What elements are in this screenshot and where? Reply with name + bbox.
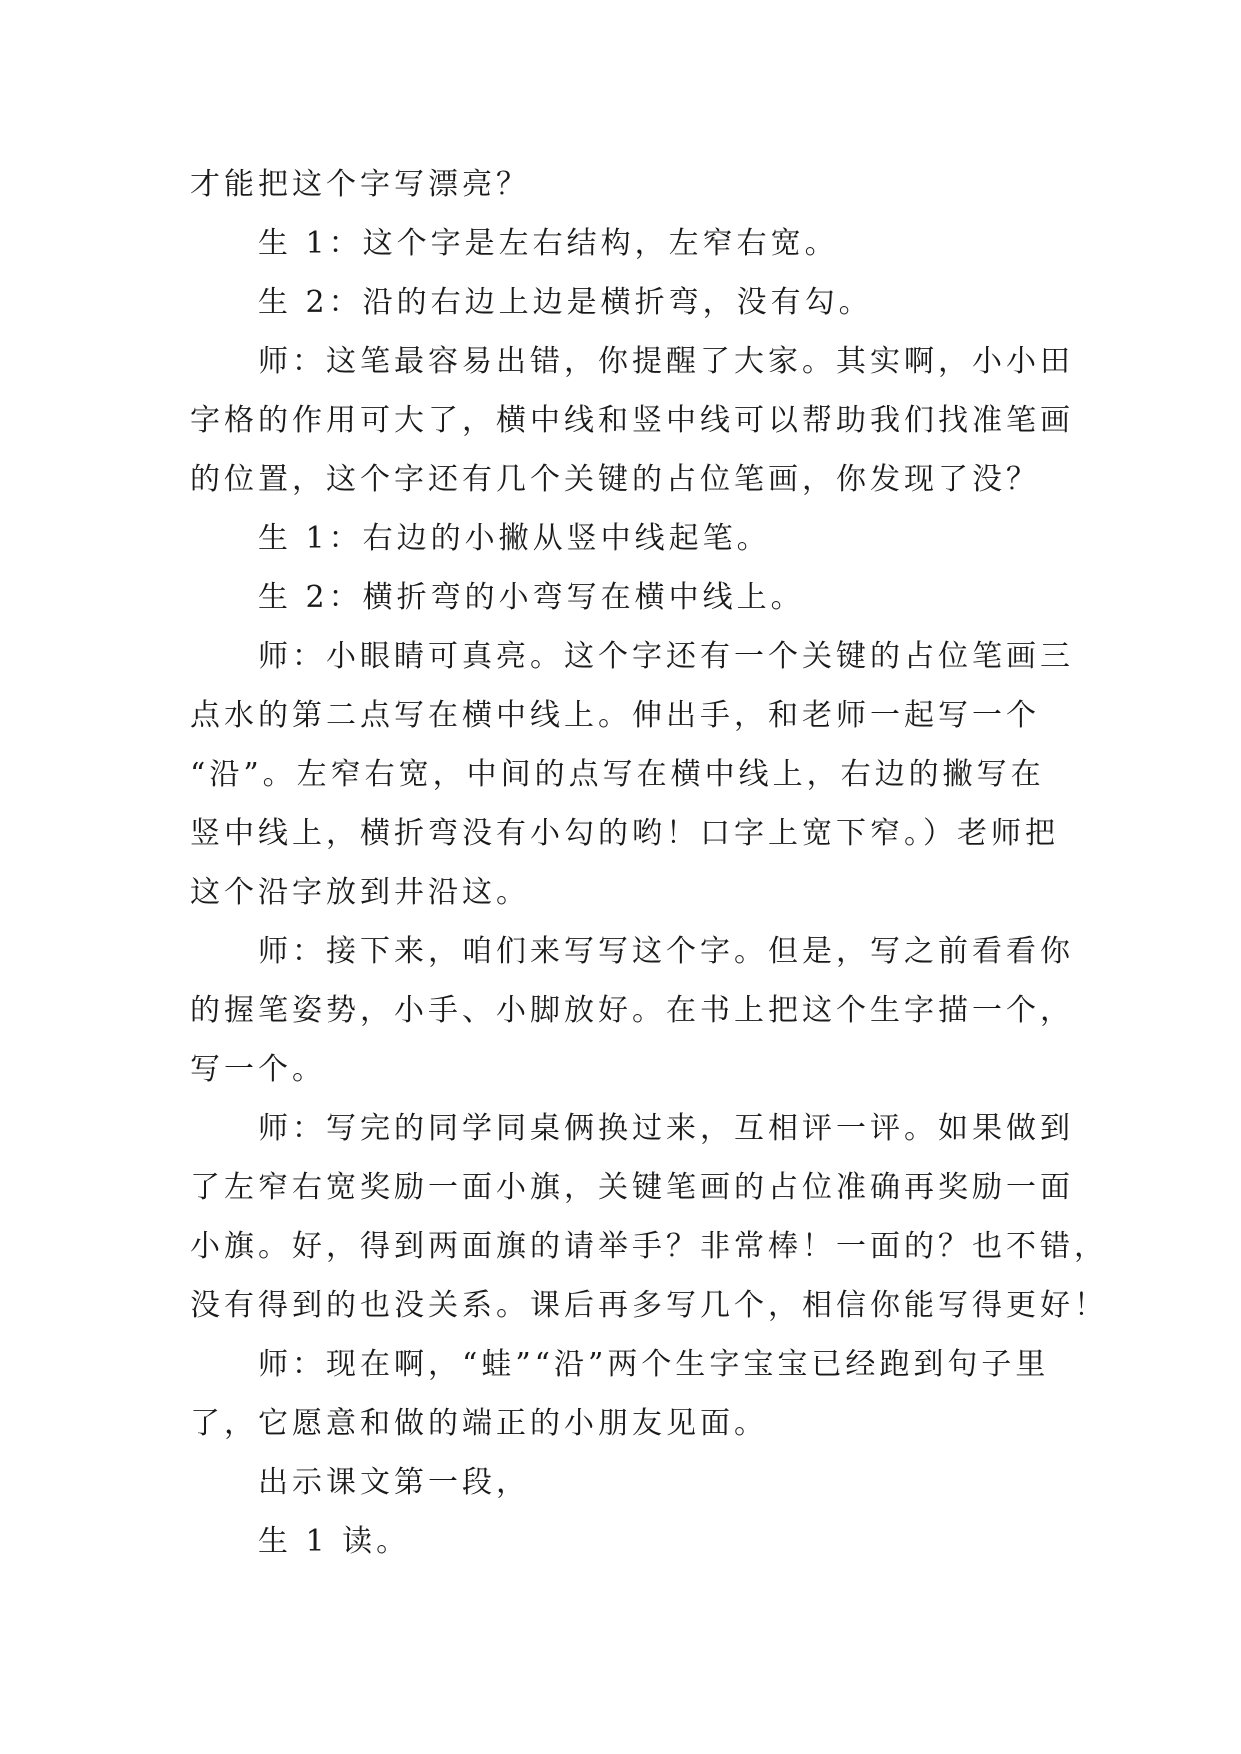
text-line: 了，它愿意和做的端正的小朋友见面。: [190, 1406, 768, 1441]
text-line: 出示课文第一段，: [258, 1465, 530, 1500]
text-line: 没有得到的也没关系。课后再多写几个，相信你能写得更好！: [190, 1288, 1108, 1323]
text-line: 师：这笔最容易出错，你提醒了大家。其实啊，小小田: [258, 344, 1074, 379]
text-line: 这个沿字放到井沿这。: [190, 875, 530, 910]
text-line: 师：接下来，咱们来写写这个字。但是，写之前看看你: [258, 934, 1074, 969]
text-line: “沿”。左窄右宽，中间的点写在横中线上，右边的撇写在: [190, 757, 1045, 792]
text-line: 生 1 读。: [258, 1524, 411, 1559]
text-line: 写一个。: [190, 1052, 326, 1087]
text-line: 小旗。好，得到两面旗的请举手？非常棒！一面的？也不错，: [190, 1229, 1108, 1264]
text-line: 师：写完的同学同桌俩换过来，互相评一评。如果做到: [258, 1111, 1074, 1146]
text-line: 的握笔姿势，小手、小脚放好。在书上把这个生字描一个，: [190, 993, 1074, 1028]
text-line: 生 1：右边的小撇从竖中线起笔。: [258, 521, 771, 556]
text-line: 生 2：横折弯的小弯写在横中线上。: [258, 580, 805, 615]
text-line: 字格的作用可大了，横中线和竖中线可以帮助我们找准笔画: [190, 403, 1074, 438]
text-line: 竖中线上，横折弯没有小勾的哟！口字上宽下窄。）老师把: [190, 816, 1059, 851]
text-line: 才能把这个字写漂亮？: [190, 167, 530, 202]
text-line: 生 2：沿的右边上边是横折弯，没有勾。: [258, 285, 873, 320]
text-line: 生 1：这个字是左右结构，左窄右宽。: [258, 226, 839, 261]
text-line: 的位置，这个字还有几个关键的占位笔画，你发现了没？: [190, 462, 1040, 497]
text-line: 师：现在啊，“蛙”“沿”两个生字宝宝已经跑到句子里: [258, 1347, 1050, 1382]
text-line: 师：小眼睛可真亮。这个字还有一个关键的占位笔画三: [258, 639, 1074, 674]
text-line: 点水的第二点写在横中线上。伸出手，和老师一起写一个: [190, 698, 1040, 733]
document-body: [190, 155, 1108, 1571]
text-line: 了左窄右宽奖励一面小旗，关键笔画的占位准确再奖励一面: [190, 1170, 1074, 1205]
